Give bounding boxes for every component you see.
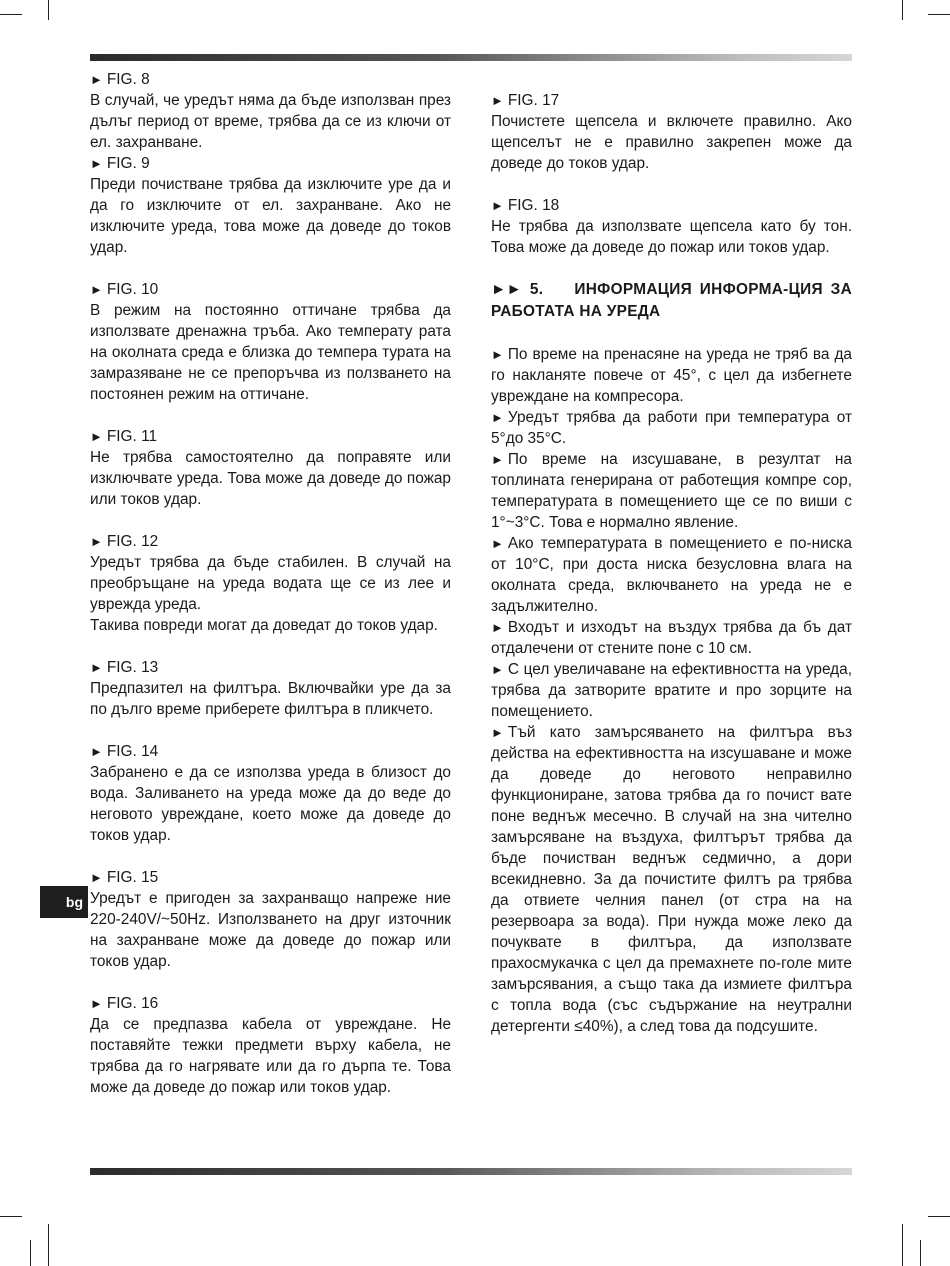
crop-mark — [48, 0, 49, 20]
arrow-icon: ► — [90, 72, 103, 87]
crop-mark — [920, 1240, 921, 1266]
arrow-icon: ► — [90, 429, 103, 444]
fig-heading: ► FIG. 13 — [90, 659, 159, 676]
right-column — [491, 90, 852, 1037]
fig-block — [90, 426, 451, 510]
fig-text: Не трябва самостоятелно да поправяте или изключвате уреда. Това може да доведе до пожар или токов удар. — [90, 449, 451, 508]
fig-text: В режим на постоянно оттичане трябва да използвате дренажна тръба. Ако температу рата на околната среда е близка до темпера турата на замразяване не се препоръчва из ползването на постоянен режим на оттичане. — [90, 302, 451, 403]
arrow-icon: ► — [90, 744, 103, 759]
crop-mark — [48, 1224, 49, 1266]
arrow-icon: ► — [491, 93, 504, 108]
arrow-icon: ► — [90, 660, 103, 675]
arrow-icon: ► — [491, 725, 504, 740]
crop-mark — [902, 0, 903, 20]
fig-heading: ► FIG. 11 — [90, 428, 158, 445]
fig-heading: ► FIG. 12 — [90, 533, 159, 550]
fig-block — [90, 741, 451, 846]
fig-text: Преди почистване трябва да изключите уре да и да го изключите от ел. захранване. Ако не изключите уреда, това може да доведе до токов удар. — [90, 176, 451, 256]
fig-heading: ► FIG. 16 — [90, 995, 159, 1012]
list-item: ► С цел увеличаване на ефективността на уреда, трябва да затворите вратите и про зорците на помещението. — [491, 661, 852, 720]
header-rule — [90, 54, 852, 61]
crop-mark — [0, 1216, 22, 1217]
arrow-icon: ► — [491, 452, 504, 467]
fig-block — [90, 69, 451, 153]
list-item: ► Тъй като замърсяването на филтъра въз действа на ефективността на изсушаване и може да доведе до неговото неправилно функциониране, затова трябва да го почист вате поне веднъж месечно. В случай на зна чително замърсяване на въздуха, филтърът трябва да бъде почистван веднъж седмично, а дори всекидневно. За да почистите филтъ ра трябва да отвиете челния панел (от стра на на резервоара за вода). При нужда може леко да почуквате в филтъра, да използвате прахосмукачка с цел да премахнете по-голе мите замърсявания, а също така да измиете филтъра с топла вода (със съдържание на неутрални детергенти ≤40%), а след това да подсушите. — [491, 724, 852, 1035]
list-item: ► Ако температурата в помещението е по-ниска от 10°C, при доста ниска безусловна влага на околната среда, включването на уреда не е задължително. — [491, 535, 852, 615]
fig-block — [90, 993, 451, 1098]
fig-text: Почистете щепсела и включете правилно. Ако щепселът не е правилно закрепен може да доведе до токов удар. — [491, 113, 852, 172]
arrow-icon: ► — [90, 996, 103, 1011]
crop-mark — [902, 1224, 903, 1266]
arrow-icon: ► — [90, 156, 103, 171]
list-item: ► По време на изсушаване, в резултат на топлината генерирана от работещия компре сор, температурата в помещението ще се по виши с 1°~3°C. Това е нормално явление. — [491, 451, 852, 531]
fig-block — [491, 90, 852, 174]
arrow-icon: ► — [90, 282, 103, 297]
fig-heading: ► FIG. 17 — [491, 92, 560, 109]
arrow-icon: ► — [491, 410, 504, 425]
fig-text: Уредът трябва да бъде стабилен. В случай на преобръщане на уреда водата ще се из лее и уврежда уреда. — [90, 554, 451, 613]
fig-block — [491, 195, 852, 258]
fig-text: Да се предпазва кабела от увреждане. Не поставяйте тежки предмети върху кабела, не трябва да го нагрявате или да го дърпа те. Това може да доведе до пожар или токов удар. — [90, 1016, 451, 1096]
list-item: ► Уредът трябва да работи при температура от 5°до 35°C. — [491, 409, 852, 447]
bullet-list — [491, 344, 852, 1037]
fig-block — [90, 279, 451, 405]
fig-heading: ► FIG. 18 — [491, 197, 560, 214]
fig-heading: ► FIG. 8 — [90, 71, 150, 88]
fig-heading: ► FIG. 14 — [90, 743, 159, 760]
fig-text: Предпазител на филтъра. Включвайки уре да за по дълго време приберете филтъра в пликчето. — [90, 680, 451, 718]
list-item: ► Входът и изходът на въздух трябва да бъ дат отдалечени от стените поне с 10 см. — [491, 619, 852, 657]
fig-heading: ► FIG. 15 — [90, 869, 159, 886]
section-heading — [491, 279, 852, 323]
fig-text: Такива повреди могат да доведат до токов удар. — [90, 617, 438, 634]
language-tab — [40, 886, 88, 918]
arrow-icon: ► — [491, 198, 504, 213]
fig-block — [90, 867, 451, 972]
arrow-icon: ► — [90, 870, 103, 885]
language-tab-label: bg — [65, 894, 83, 910]
arrow-icon: ► — [491, 662, 504, 677]
section-marker: ►► 5. — [491, 281, 544, 298]
fig-block — [90, 153, 451, 258]
left-column — [90, 69, 451, 1098]
crop-mark — [928, 14, 950, 15]
fig-text: Не трябва да използвате щепсела като бу тон. Това може да доведе до пожар или токов удар. — [491, 218, 852, 256]
crop-mark — [30, 1240, 31, 1266]
fig-block — [90, 657, 451, 720]
fig-text: Забранено е да се използва уреда в близост до вода. Заливането на уреда може да до веде до неговото увреждане, което може да доведе до токов удар. — [90, 764, 451, 844]
arrow-icon: ► — [491, 347, 504, 362]
crop-mark — [0, 14, 22, 15]
arrow-icon: ► — [491, 536, 504, 551]
fig-heading: ► FIG. 10 — [90, 281, 159, 298]
fig-heading: ► FIG. 9 — [90, 155, 150, 172]
crop-mark — [928, 1216, 950, 1217]
fig-text: Уредът е пригоден за захранващо напреже ние 220-240V/~50Hz. Използването на друг източник на захранване може да доведе до пожар или токов удар. — [90, 890, 451, 970]
section-title: ИНФОРМАЦИЯ ИНФОРМА-ЦИЯ ЗА РАБОТАТА НА УРЕДА — [491, 281, 852, 320]
footer-rule — [90, 1168, 852, 1175]
list-item: ► По време на пренасяне на уреда не тряб ва да го накланяте повече от 45°, с цел да избегнете увреждане на компресора. — [491, 346, 852, 405]
fig-text: В случай, че уредът няма да бъде използван през дълъг период от време, трябва да се из ключи от ел. захранване. — [90, 92, 451, 151]
fig-block — [90, 531, 451, 636]
arrow-icon: ► — [491, 620, 504, 635]
arrow-icon: ► — [90, 534, 103, 549]
